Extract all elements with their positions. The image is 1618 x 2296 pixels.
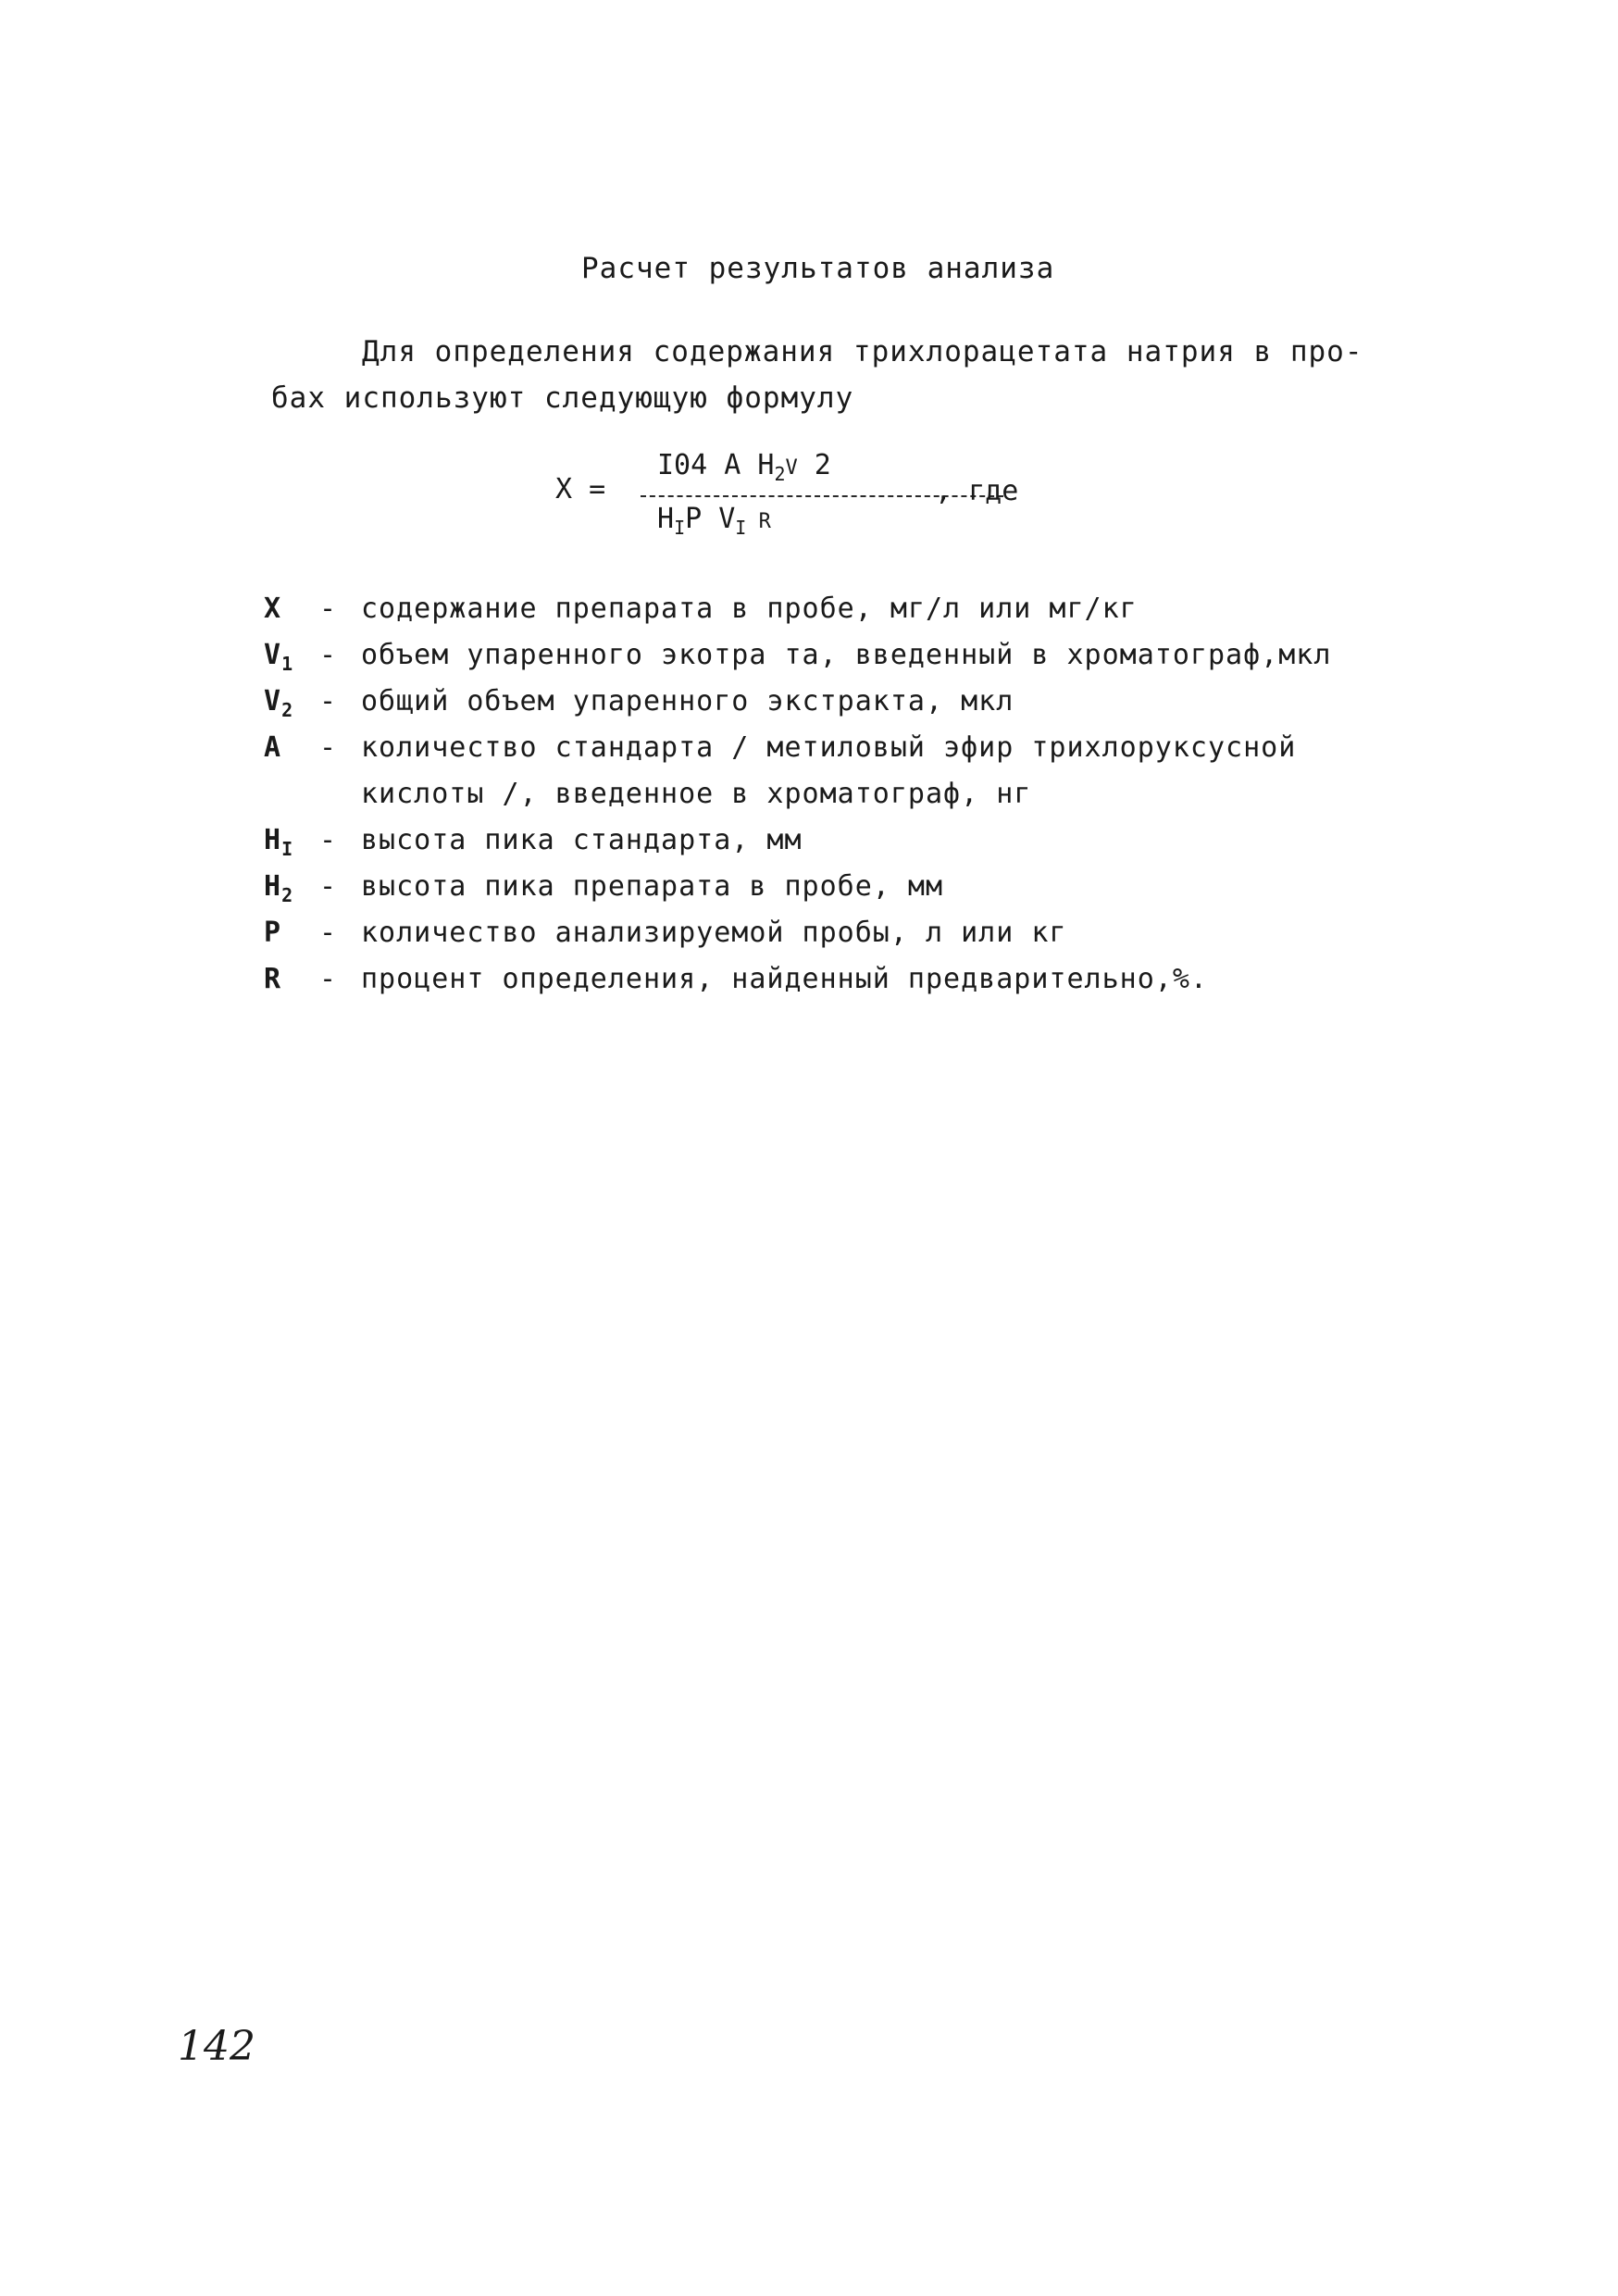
denominator-pv: P V: [685, 503, 736, 535]
intro-line-1: Для определения содержания трихлорацетата натрия в про-: [362, 335, 1363, 368]
formula-where: , где: [935, 475, 1019, 507]
definition-text: количество стандарта / метиловый эфир трихлоруксусной: [361, 731, 1297, 764]
definition-text: объем упаренного экотра та, введенный в хроматограф,мкл: [361, 639, 1332, 671]
definition-dash: -: [319, 824, 338, 856]
definition-symbol: $V_2$: [264, 685, 294, 721]
definition-text: содержание препарата в пробе, мг/л или мг/кг: [361, 593, 1138, 625]
numerator-h-sub: 2: [774, 463, 786, 485]
formula-denominator: [657, 503, 771, 539]
definition-dash: -: [319, 870, 338, 903]
definition-dash: -: [319, 917, 338, 949]
page-number: 142: [178, 2023, 255, 2070]
definition-dash: -: [319, 685, 338, 718]
definition-text: кислоты /, введенное в хроматограф, нг: [361, 778, 1032, 810]
definition-symbol: A: [264, 731, 282, 764]
numerator-coefficient: I04 A: [657, 449, 758, 481]
definition-symbol: R: [264, 963, 282, 995]
definition-symbol: $V_1$: [264, 639, 294, 675]
definition-text: высота пика препарата в пробе, мм: [361, 870, 944, 903]
formula: [555, 449, 1074, 560]
intro-line-2: бах используют следующую формулу: [271, 381, 854, 415]
definition-text: высота пика стандарта, мм: [361, 824, 803, 856]
denominator-h-sub: I: [674, 517, 686, 539]
definition-text: процент определения, найденный предварительно,%.: [361, 963, 1208, 995]
formula-lhs: X =: [555, 473, 606, 505]
definition-dash: -: [319, 731, 338, 764]
definition-symbol: P: [264, 917, 282, 949]
section-title: Расчет результатов анализа: [581, 252, 1055, 285]
definition-text: общий объем упаренного экстракта, мкл: [361, 685, 1014, 718]
definition-text: количество анализируемой пробы, л или кг: [361, 917, 1067, 949]
denominator-v-sub: I: [735, 517, 747, 539]
definition-dash: -: [319, 963, 338, 995]
definition-dash: -: [319, 593, 338, 625]
definition-symbol: X: [264, 593, 282, 625]
definition-symbol: $H_I$: [264, 824, 294, 860]
denominator-h: H: [657, 503, 675, 535]
definition-symbol: $H_2$: [264, 870, 294, 906]
definition-dash: -: [319, 639, 338, 671]
numerator-h: H: [757, 449, 775, 481]
formula-numerator: [657, 449, 831, 485]
numerator-v-index: 2: [797, 449, 831, 481]
denominator-r: R: [746, 510, 771, 533]
numerator-v: V: [785, 456, 798, 480]
